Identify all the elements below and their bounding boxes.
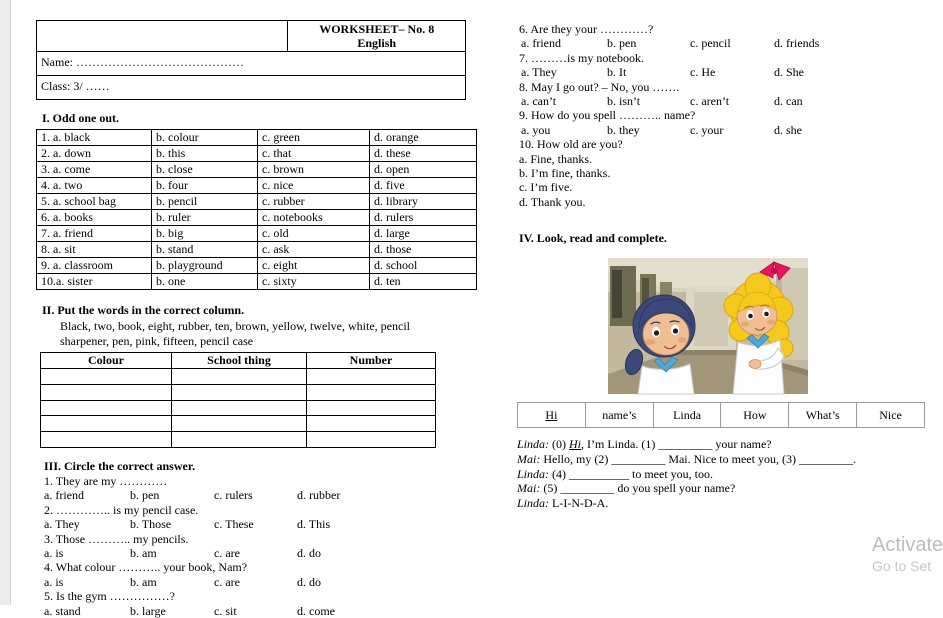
option-a: a. can’t <box>521 94 557 109</box>
cell: c. green <box>258 130 370 146</box>
option-c: c. pencil <box>690 36 731 51</box>
cell: 6. a. books <box>37 210 152 226</box>
empty-cell <box>41 369 172 385</box>
empty-cell <box>307 369 436 385</box>
empty-row <box>41 416 436 432</box>
option-b: b. pen <box>130 488 160 503</box>
option-c: c. rulers <box>214 488 253 503</box>
cell: b. this <box>152 146 258 162</box>
cell: 9. a. classroom <box>37 258 152 274</box>
cell: d. large <box>370 226 477 242</box>
page-left-edge <box>0 0 11 605</box>
empty-cell <box>172 400 307 416</box>
speaker-name: Mai: <box>517 451 541 466</box>
option-b: b. am <box>130 574 157 589</box>
watermark-line1: Activate <box>872 534 943 556</box>
option-b: b. am <box>130 546 157 561</box>
word-bank-item: name’s <box>585 403 653 428</box>
cell: c. old <box>258 226 370 242</box>
question-9: 9. How do you spell ……….. name? <box>519 108 696 123</box>
option-b: b. It <box>607 65 627 80</box>
cell: b. close <box>152 162 258 178</box>
options-5 <box>44 604 466 618</box>
option-d: d. do <box>297 546 321 561</box>
option-a: a. Fine, thanks. <box>519 151 592 166</box>
option-c: c. your <box>690 122 724 137</box>
name-field: Name: …………………………………… <box>37 52 466 76</box>
cell: d. rulers <box>370 210 477 226</box>
worksheet-title-line2: English <box>357 36 397 50</box>
worksheet-header-table <box>36 20 466 100</box>
options-8 <box>521 94 929 108</box>
speaker-name: Linda: <box>517 496 550 511</box>
options-9 <box>521 123 929 137</box>
header-blank-cell <box>37 21 288 52</box>
table-row <box>37 178 477 194</box>
option-c: c. He <box>690 65 716 80</box>
section2-heading: II. Put the words in the correct column. <box>42 303 245 317</box>
table-row <box>37 146 477 162</box>
option-a: a. you <box>521 122 551 137</box>
worksheet-title-line1: WORKSHEET– No. 8 <box>319 22 435 36</box>
empty-row <box>41 384 436 400</box>
left-column <box>36 20 466 618</box>
empty-cell <box>172 416 307 432</box>
option-c: c. sit <box>214 603 237 618</box>
option-d: d. She <box>774 65 804 80</box>
options-7 <box>521 65 929 79</box>
cell: 10.a. sister <box>37 274 152 290</box>
table-row <box>37 242 477 258</box>
cell: 4. a. two <box>37 178 152 194</box>
dialogue-text: L-I-N-D-A. <box>549 496 609 511</box>
option-d: d. come <box>297 603 335 618</box>
cell: 7. a. friend <box>37 226 152 242</box>
option-c: c. I’m five. <box>519 180 573 195</box>
section4-heading: IV. Look, read and complete. <box>519 231 667 246</box>
section1-heading: I. Odd one out. <box>42 111 120 125</box>
question-6: 6. Are they your …………? <box>519 22 654 36</box>
cell: 8. a. sit <box>37 242 152 258</box>
options-3 <box>44 546 466 560</box>
question-3: 3. Those ……….. my pencils. <box>44 531 189 546</box>
empty-cell <box>172 432 307 448</box>
cell: b. ruler <box>152 210 258 226</box>
column-header-number: Number <box>307 353 436 369</box>
option-b: b. pen <box>607 36 637 51</box>
option-b: b. large <box>130 603 166 618</box>
cell: d. these <box>370 146 477 162</box>
option-c: c. These <box>214 517 254 532</box>
option-d: d. do <box>297 574 321 589</box>
dialogue-line <box>517 452 929 467</box>
question-7: 7. ………is my notebook. <box>519 50 644 65</box>
cell: b. pencil <box>152 194 258 210</box>
class-field: Class: 3/ …… <box>37 76 466 100</box>
word-bank-item: Nice <box>857 403 925 428</box>
empty-cell <box>41 432 172 448</box>
option-a: a. is <box>44 546 64 561</box>
word-bank-item: How <box>721 403 789 428</box>
word-bank-table <box>517 402 925 428</box>
cell: b. four <box>152 178 258 194</box>
dialogue-line <box>517 467 929 482</box>
dialogue-text: (5) _________ do you spell your name? <box>540 481 736 496</box>
dialogue-text: , I’m Linda. (1) _________ your name? <box>581 437 772 452</box>
options-4 <box>44 575 466 589</box>
empty-cell <box>307 432 436 448</box>
option-d: d. she <box>774 122 802 137</box>
dialogue-text: (0) <box>549 437 570 452</box>
column-header-colour: Colour <box>41 353 172 369</box>
options-1 <box>44 488 466 502</box>
worksheet-title <box>288 21 466 52</box>
option-a: a. friend <box>521 36 561 51</box>
option-c: c. aren’t <box>690 94 730 109</box>
empty-cell <box>41 384 172 400</box>
cell: d. library <box>370 194 477 210</box>
options-2 <box>44 517 466 531</box>
option-a: a. is <box>44 574 64 589</box>
question-1: 1. They are my ………… <box>44 473 168 488</box>
cell: c. notebooks <box>258 210 370 226</box>
option-a: a. They <box>521 65 557 80</box>
section3-heading: III. Circle the correct answer. <box>44 458 196 473</box>
dialogue-line <box>517 496 929 511</box>
cell: 2. a. down <box>37 146 152 162</box>
table-row <box>37 162 477 178</box>
question-8: 8. May I go out? – No, you ……. <box>519 79 680 94</box>
dialogue-line <box>517 481 929 496</box>
cell: b. colour <box>152 130 258 146</box>
cell: b. playground <box>152 258 258 274</box>
table-header-row <box>41 353 436 369</box>
option-a: a. stand <box>44 603 81 618</box>
cell: 5. a. school bag <box>37 194 152 210</box>
option-d: d. rubber <box>297 488 341 503</box>
cell: d. school <box>370 258 477 274</box>
cell: d. orange <box>370 130 477 146</box>
cell: d. five <box>370 178 477 194</box>
table-row <box>37 130 477 146</box>
empty-row <box>41 432 436 448</box>
option-a: a. friend <box>44 488 84 503</box>
speaker-name: Mai: <box>517 481 541 496</box>
right-column <box>517 22 929 511</box>
cell: c. brown <box>258 162 370 178</box>
table-row <box>37 274 477 290</box>
dialogue-line <box>517 437 929 452</box>
word-bank-item: What’s <box>789 403 857 428</box>
option-d: d. friends <box>774 36 820 51</box>
cell: c. eight <box>258 258 370 274</box>
speaker-name: Linda: <box>517 437 550 452</box>
dialogue <box>517 437 929 511</box>
option-b: b. they <box>607 122 640 137</box>
word-bank-row <box>518 403 925 428</box>
section2-word-list: Black, two, book, eight, rubber, ten, brown, yellow, twelve, white, pencil sharpener, pen, pink, fifteen, pencil case <box>60 319 410 348</box>
word-bank-item: Linda <box>653 403 721 428</box>
cell: d. ten <box>370 274 477 290</box>
dialogue-underlined-word: Hi <box>569 437 582 452</box>
windows-activation-watermark <box>872 533 943 575</box>
option-c: c. are <box>214 546 240 561</box>
odd-one-out-table <box>36 129 477 290</box>
cell: c. nice <box>258 178 370 194</box>
table-row <box>37 210 477 226</box>
option-b: b. isn’t <box>607 94 641 109</box>
question-5: 5. Is the gym ……………? <box>44 589 175 604</box>
empty-cell <box>307 416 436 432</box>
option-d: d. This <box>297 517 331 532</box>
question-10: 10. How old are you? <box>519 137 623 152</box>
empty-row <box>41 400 436 416</box>
empty-cell <box>172 369 307 385</box>
column-header-school-thing: School thing <box>172 353 307 369</box>
cell: b. stand <box>152 242 258 258</box>
cell: b. one <box>152 274 258 290</box>
cell: d. open <box>370 162 477 178</box>
speaker-name: Linda: <box>517 466 550 481</box>
empty-cell <box>172 384 307 400</box>
cell: c. sixty <box>258 274 370 290</box>
option-b: b. I’m fine, thanks. <box>519 166 611 181</box>
dialogue-text: (4) __________ to meet you, too. <box>549 466 713 481</box>
empty-cell <box>41 416 172 432</box>
sorting-table <box>40 352 436 448</box>
table-row <box>37 258 477 274</box>
option-b: b. Those <box>130 517 172 532</box>
empty-cell <box>307 400 436 416</box>
option-a: a. They <box>44 517 80 532</box>
cell: c. rubber <box>258 194 370 210</box>
empty-cell <box>307 384 436 400</box>
dialogue-text: Hello, my (2) _________ Mai. Nice to meet you, (3) _________. <box>540 451 856 466</box>
cell: c. that <box>258 146 370 162</box>
question-2: 2. ………….. is my pencil case. <box>44 502 199 517</box>
question-4: 4. What colour ……….. your book, Nam? <box>44 560 248 575</box>
option-d: d. can <box>774 94 803 109</box>
table-row <box>37 226 477 242</box>
cell: 3. a. come <box>37 162 152 178</box>
cell: d. those <box>370 242 477 258</box>
option-d: d. Thank you. <box>519 194 586 209</box>
table-row <box>37 194 477 210</box>
cell: c. ask <box>258 242 370 258</box>
watermark-line2: Go to Set <box>872 558 932 574</box>
empty-row <box>41 369 436 385</box>
empty-cell <box>41 400 172 416</box>
cell: 1. a. black <box>37 130 152 146</box>
cell: b. big <box>152 226 258 242</box>
hallway-illustration <box>608 258 808 394</box>
option-c: c. are <box>214 574 240 589</box>
options-6 <box>521 36 929 50</box>
word-bank-item: Hi <box>518 403 586 428</box>
